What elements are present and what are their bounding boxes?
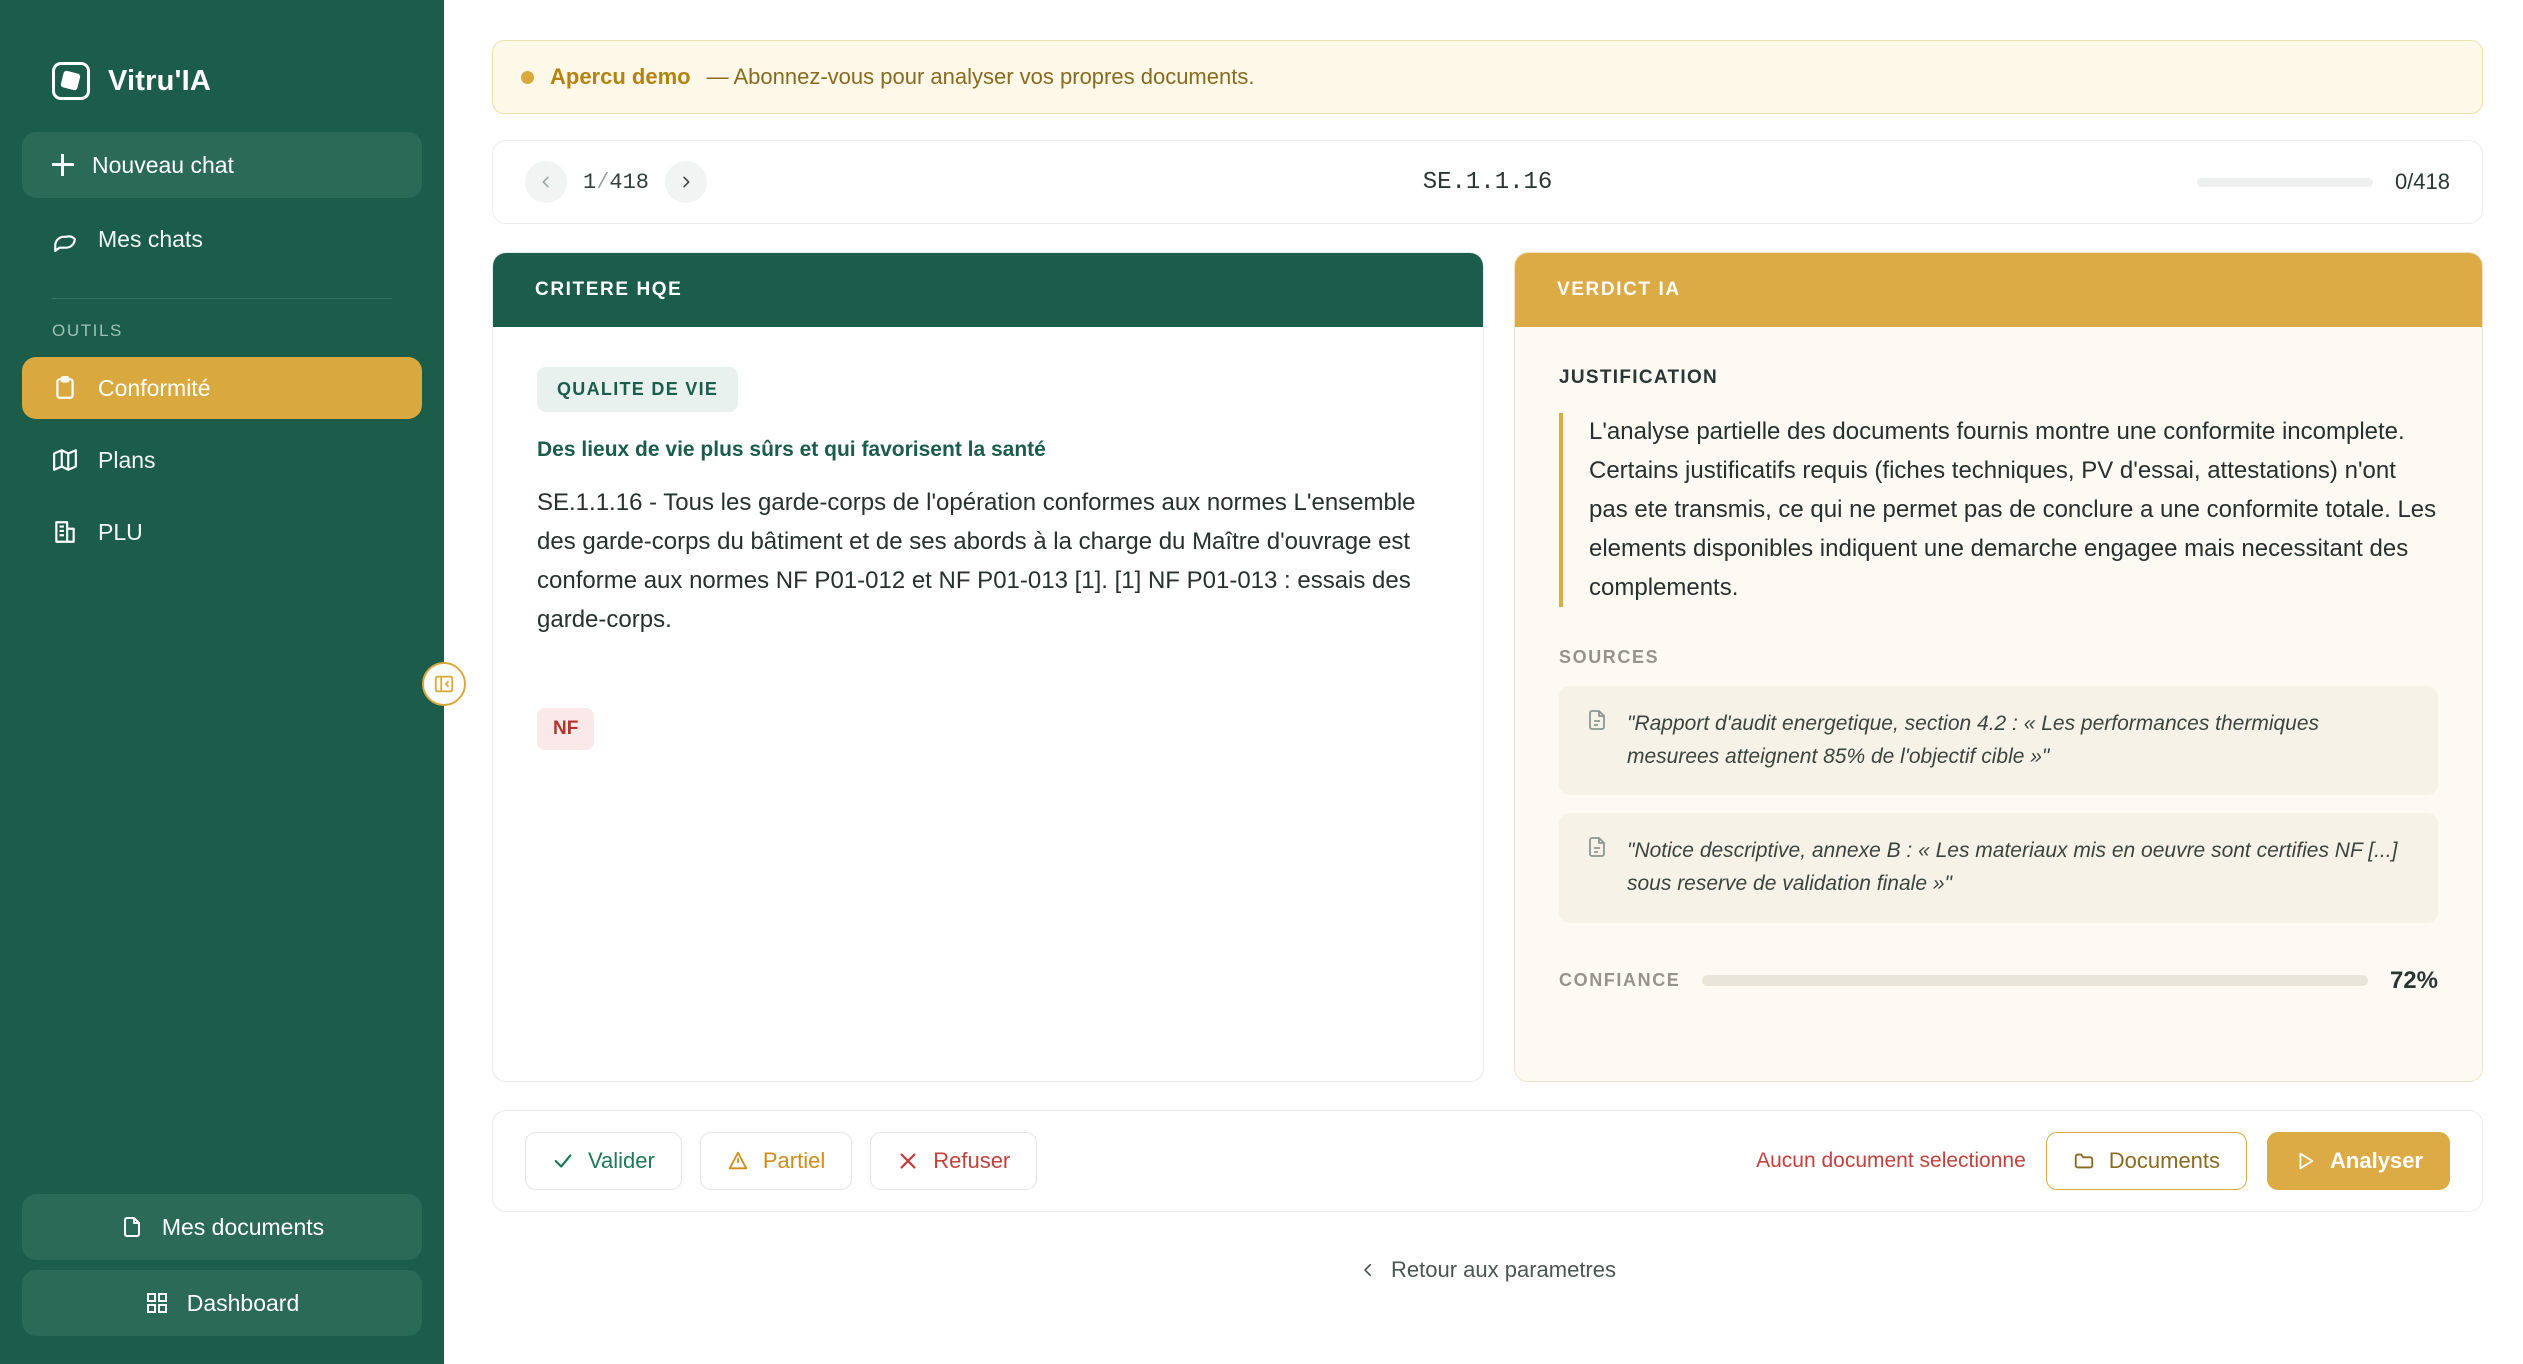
pager-left — [525, 161, 707, 203]
prev-page-button[interactable] — [525, 161, 567, 203]
sidebar-spacer — [0, 563, 444, 1184]
partiel-button[interactable] — [700, 1132, 852, 1190]
valider-label: Valider — [588, 1148, 655, 1173]
criteria-chip: QUALITE DE VIE — [537, 367, 738, 412]
source-item[interactable] — [1559, 686, 2438, 795]
sidebar-item-mes-chats[interactable] — [22, 208, 422, 270]
new-chat-label: Nouveau chat — [92, 151, 234, 178]
justification-label: JUSTIFICATION — [1559, 367, 1719, 388]
analyser-label: Analyser — [2330, 1148, 2423, 1173]
valider-button[interactable] — [525, 1132, 682, 1190]
pager-right — [2197, 169, 2450, 195]
play-icon — [2294, 1150, 2316, 1172]
sidebar — [0, 0, 444, 1364]
sidebar-label-plu: PLU — [98, 518, 143, 545]
documents-label: Documents — [2108, 1148, 2221, 1173]
building-icon — [52, 519, 78, 545]
criteria-card-header: CRITERE HQE — [493, 253, 1483, 327]
status-dot-icon — [521, 71, 534, 84]
map-icon — [52, 447, 78, 473]
confidence-row — [1559, 967, 2438, 995]
pager-progress-bar — [2197, 178, 2373, 187]
main-content — [444, 0, 2523, 1364]
sidebar-label-plans: Plans — [98, 446, 156, 473]
criteria-code: SE.1.1.16 — [1422, 168, 1553, 196]
dashboard-button[interactable] — [22, 1270, 422, 1336]
sidebar-label-mes-chats: Mes chats — [98, 225, 203, 252]
criteria-card — [492, 252, 1484, 1082]
refuser-button[interactable] — [870, 1132, 1037, 1190]
file-text-icon — [1585, 835, 1609, 859]
analyser-button[interactable] — [2267, 1132, 2450, 1190]
back-to-parameters-label: Retour aux parametres — [1391, 1257, 1616, 1282]
confidence-bar — [1702, 975, 2368, 986]
sidebar-label-conformite: Conformité — [98, 374, 211, 401]
chat-icon — [52, 226, 78, 252]
verdict-card-header: VERDICT IA — [1515, 253, 2482, 327]
sidebar-item-plu[interactable] — [22, 501, 422, 563]
banner-title: Apercu demo — [550, 64, 691, 89]
mes-documents-button[interactable] — [22, 1194, 422, 1260]
criteria-tag-nf: NF — [537, 708, 594, 750]
clipboard-icon — [52, 375, 78, 401]
criteria-subtitle: Des lieux de vie plus sûrs et qui favorisent la santé — [537, 438, 1046, 461]
folder-icon — [2073, 1150, 2095, 1172]
justification-text: L'analyse partielle des documents fournis montre une conformite incomplete. Certains justificatifs requis (fiches techniques, PV d'essai, attestations) n'ont pas ete transmis, ce qui ne permet pas de conclure a une conformite totale. Les elements disponibles indiquent une demarche engagee mais necessitant des complements. — [1559, 413, 2438, 607]
sidebar-section-outils: OUTILS — [52, 298, 392, 341]
action-bar-right — [1756, 1132, 2450, 1190]
page-total: 418 — [609, 169, 650, 195]
close-icon — [897, 1150, 919, 1172]
grid-icon — [145, 1291, 169, 1315]
page-separator: / — [596, 169, 610, 195]
brand-name: Vitru'IA — [108, 64, 212, 97]
page-current: 1 — [583, 169, 597, 195]
criteria-card-body — [493, 327, 1483, 1081]
confidence-value: 72% — [2389, 966, 2438, 994]
action-bar — [492, 1110, 2483, 1212]
banner-text: — Abonnez-vous pour analyser vos propres documents. — [706, 64, 1255, 89]
chevron-left-icon — [1359, 1261, 1377, 1279]
sidebar-item-plans[interactable] — [22, 429, 422, 491]
source-item[interactable] — [1559, 813, 2438, 922]
mes-documents-label: Mes documents — [161, 1213, 325, 1240]
page-indicator — [583, 170, 649, 195]
file-text-icon — [1585, 708, 1609, 732]
brand — [0, 0, 444, 118]
partiel-label: Partiel — [762, 1148, 826, 1173]
cards-row — [492, 252, 2483, 1082]
dashboard-label: Dashboard — [186, 1289, 300, 1316]
collapse-panel-icon[interactable] — [422, 662, 466, 706]
confidence-label: CONFIANCE — [1559, 970, 1681, 991]
verdict-card — [1514, 252, 2483, 1082]
documents-button[interactable] — [2046, 1132, 2247, 1190]
warning-triangle-icon — [727, 1150, 749, 1172]
sources-label: SOURCES — [1559, 647, 1660, 668]
document-icon — [120, 1215, 144, 1239]
back-to-parameters-link[interactable] — [492, 1238, 2483, 1302]
sidebar-item-conformite[interactable] — [22, 357, 422, 419]
new-chat-button[interactable] — [22, 132, 422, 198]
check-icon — [552, 1150, 574, 1172]
demo-banner — [492, 40, 2483, 114]
pager-progress-label: 0/418 — [2394, 169, 2450, 194]
plus-icon — [52, 154, 74, 176]
verdict-card-body — [1515, 327, 2482, 1081]
source-text: "Notice descriptive, annexe B : « Les materiaux mis en oeuvre sont certifies NF [...] sous reserve de validation finale »" — [1627, 839, 2398, 896]
no-document-status: Aucun document selectionne — [1756, 1149, 2026, 1172]
pager-bar — [492, 140, 2483, 224]
app-logo-icon — [52, 62, 90, 100]
source-text: "Rapport d'audit energetique, section 4.2 : « Les performances thermiques mesurees atteignent 85% de l'objectif cible »" — [1627, 712, 2320, 768]
next-page-button[interactable] — [665, 161, 707, 203]
refuser-label: Refuser — [933, 1148, 1011, 1173]
criteria-text: SE.1.1.16 - Tous les garde-corps de l'opération conformes aux normes L'ensemble des garde-corps du bâtiment et de ses abords à la charge du Maître d'ouvrage est conforme aux normes NF P01-012 et NF P01-013 [1]. [1] NF P01-013 : essais des garde-corps. — [537, 489, 1416, 633]
